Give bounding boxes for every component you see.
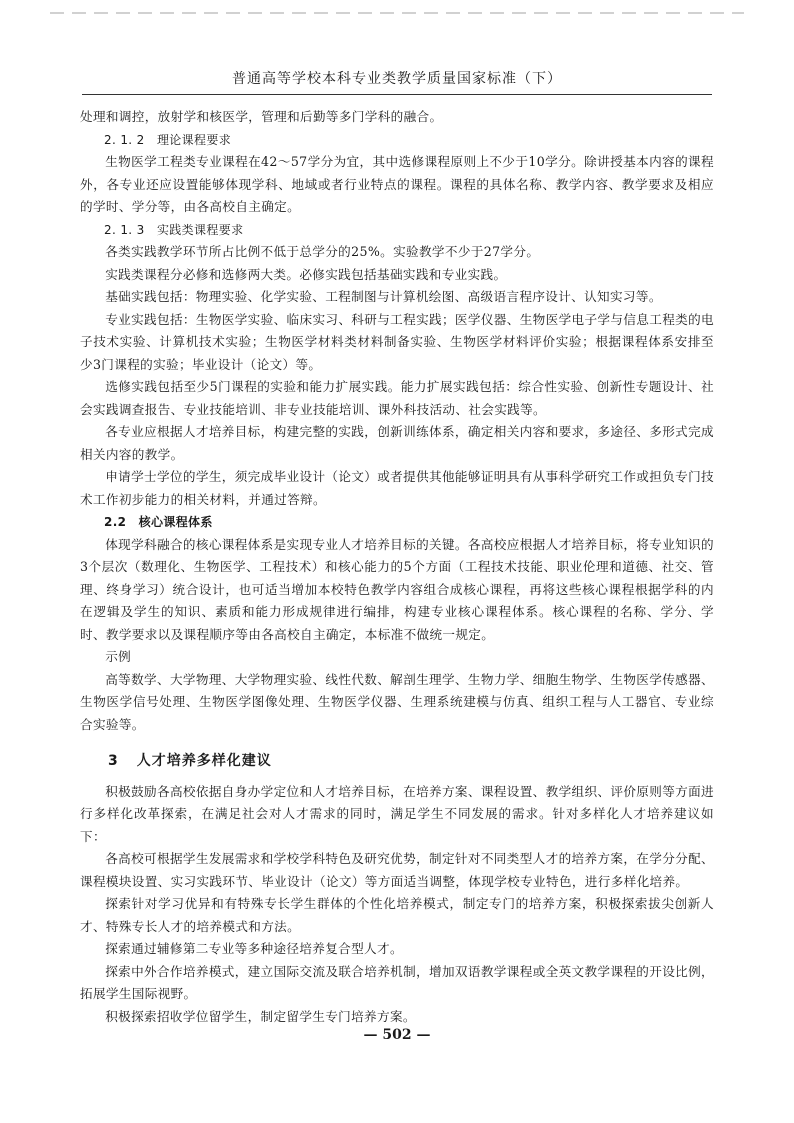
page-body [80,106,714,1028]
paragraph: 探索通过辅修第二专业等多种途径培养复合型人才。 [105,941,403,956]
scan-artifact-line [50,12,744,14]
paragraph: 生物医学工程类专业课程在42～57学分为宜，其中选修课程原则上不少于10学分。除讲授基本内容的课程外，各专业还应设置能够体现学科、地域或者行业特点的课程。课程的具体名称、教学内容、教学要求及相应的学时、学分等，由各高校自主确定。 [80,154,714,214]
subsection-heading: 2. 1. 3 实践类课程要求 [104,222,244,237]
paragraph: 探索针对学习优异和有特殊专长学生群体的个性化培养模式，制定专门的培养方案，积极探索拔尖创新人才、特殊专长人才的培养模式和方法。 [80,896,714,934]
page-number: — 502 — [363,1027,431,1043]
example-label: 示例 [105,649,132,664]
section-title: 人才培养多样化建议 [136,753,272,769]
paragraph: 申请学士学位的学生，须完成毕业设计（论文）或者提供其他能够证明具有从事科学研究工作或担负专门技术工作初步能力的相关材料，并通过答辩。 [80,469,714,507]
paragraph: 高等数学、大学物理、大学物理实验、线性代数、解剖生理学、生物力学、细胞生物学、生物医学传感器、生物医学信号处理、生物医学图像处理、生物医学仪器、生理系统建模与仿真、组织工程与人工器官、专业综合实验等。 [80,671,714,732]
subsection-heading: 2.2 核心课程体系 [104,515,213,529]
subsection-heading: 2. 1. 2 理论课程要求 [104,132,232,147]
header-rule [82,94,712,95]
paragraph: 选修实践包括至少5门课程的实验和能力扩展实践。能力扩展实践包括：综合性实验、创新性专题设计、社会实践调查报告、专业技能培训、非专业技能培训、课外科技活动、社会实践等。 [80,379,714,417]
paragraph: 各高校可根据学生发展需求和学校学科特色及研究优势，制定针对不同类型人才的培养方案，在学分分配、课程模块设置、实习实践环节、毕业设计（论文）等方面适当调整，体现学校专业特色，进行多样化培养。 [80,851,714,889]
running-head: 普通高等学校本科专业类教学质量国家标准（下） [232,71,562,87]
paragraph: 实践类课程分必修和选修两大类。必修实践包括基础实践和专业实践。 [105,266,507,282]
paragraph: 专业实践包括：生物医学实验、临床实习、科研与工程实践；医学仪器、生物医学电子学与信息工程类的电子技术实验、计算机技术实验；生物医学材料类材料制备实验、生物医学材料评价实验；根据课程体系安排至少3门课程的实验；毕业设计（论文）等。 [80,311,714,372]
paragraph: 处理和调控，放射学和核医学，管理和后勤等多门学科的融合。 [80,109,443,124]
paragraph: 各类实践教学环节所占比例不低于总学分的25%。实验教学不少于27学分。 [105,244,540,259]
section-number: 3 [108,753,119,769]
paragraph: 探索中外合作培养模式，建立国际交流及联合培养机制，增加双语教学课程或全英文教学课程的开设比例，拓展学生国际视野。 [80,963,714,1001]
section-heading [80,750,714,773]
paragraph: 基础实践包括：物理实验、化学实验、工程制图与计算机绘图、高级语言程序设计、认知实习等。 [105,289,662,304]
paragraph: 各专业应根据人才培养目标，构建完整的实践，创新训练体系，确定相关内容和要求，多途径、多形式完成相关内容的教学。 [80,424,714,462]
paragraph: 积极探索招收学位留学生，制定留学生专门培养方案。 [105,1008,416,1024]
paragraph: 积极鼓励各高校依据自身办学定位和人才培养目标，在培养方案、课程设置、教学组织、评价原则等方面进行多样化改革探索，在满足社会对人才需求的同时，满足学生不同发展的需求。针对多样化人才培养建议如下： [80,783,714,844]
paragraph: 体现学科融合的核心课程体系是实现专业人才培养目标的关键。各高校应根据人才培养目标，将专业知识的3个层次（数理化、生物医学、工程技术）和核心能力的5个方面（工程技术技能、职业伦理和道德、社交、管理、终身学习）统合设计，也可适当增加本校特色教学内容组合成核心课程，再将这些核心课程根据学科的内在逻辑及学生的知识、素质和能力形成规律进行编排，构建专业核心课程体系。核心课程的名称、学分、学时、教学要求以及课程顺序等由各高校自主确定，本标准不做统一规定。 [80,536,714,642]
